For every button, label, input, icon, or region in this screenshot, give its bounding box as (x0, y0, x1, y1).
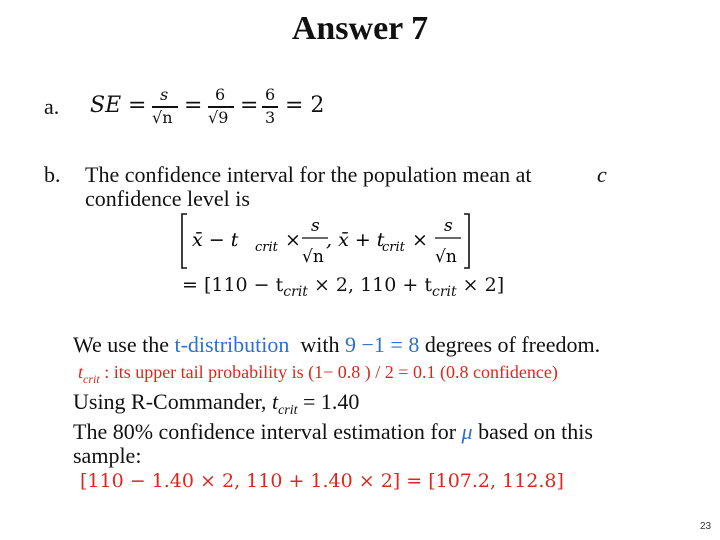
tcrit-value: = 1.40 (303, 389, 360, 414)
dof-text-post: degrees of freedom. (424, 332, 601, 357)
sample-label: sample: (73, 443, 142, 468)
equals-sign: = (128, 93, 147, 118)
fraction-numerator: s (160, 85, 169, 104)
substituted-subscript: crit (432, 284, 457, 300)
part-b-marker: b. (44, 162, 61, 187)
tail-probability-text: : its upper tail probability is (1− 0.8 ) / 2 = 0.1 (0.8 confidence) (104, 362, 558, 382)
fraction-denominator: 3 (265, 108, 276, 127)
se-label: SE (90, 93, 122, 118)
tcrit-subscript: crit (83, 372, 100, 386)
r-commander-text: Using R-Commander, (73, 389, 267, 414)
page-title: Answer 7 (291, 10, 429, 47)
substituted-subscript: crit (283, 284, 308, 300)
degrees-of-freedom-line (73, 332, 600, 358)
formula-times: × (412, 229, 428, 251)
formula-denominator: √n (435, 247, 457, 267)
page-number: 23 (700, 521, 712, 532)
formula-subscript: crit (382, 240, 405, 255)
substituted-middle: × 2, 110 + t (307, 274, 432, 296)
formula-subscript: crit (255, 240, 278, 255)
part-b-line2: confidence level is (85, 186, 250, 211)
interval-formula (178, 210, 478, 272)
tcrit-subscript: crit (278, 403, 298, 418)
confidence-variable-c: c (597, 162, 607, 187)
formula-right-x: , x̄ + t (326, 229, 385, 251)
substituted-suffix: × 2] (456, 274, 505, 296)
formula-times: × (285, 229, 301, 251)
part-a-marker: a. (44, 94, 60, 119)
fraction-denominator: √n (152, 108, 173, 127)
dof-text-pre: We use the (73, 332, 169, 357)
formula-numerator: s (311, 216, 320, 236)
final-interval: [110 − 1.40 × 2, 110 + 1.40 × 2] = [107.2, 112.8] (80, 470, 564, 492)
tcrit-symbol: t (78, 362, 84, 382)
tcrit-symbol: t (271, 389, 279, 414)
fraction-numerator: 6 (265, 85, 276, 104)
interval-estimation-post: based on this (478, 419, 593, 444)
part-b-line1: The confidence interval for the population mean at (85, 162, 532, 187)
interval-estimation-line (73, 419, 593, 445)
tail-probability-line (78, 362, 558, 386)
right-bracket (464, 214, 469, 268)
fraction-denominator: √9 (208, 108, 229, 127)
formula-left-x: x̄ − t (192, 229, 239, 251)
formula-denominator: √n (302, 247, 324, 267)
equals-sign: = (240, 93, 259, 118)
substituted-interval (182, 274, 505, 300)
r-commander-line (73, 389, 360, 418)
dof-text-mid: with (300, 332, 340, 357)
interval-estimation-text: The 80% confidence interval estimation for (73, 419, 457, 444)
formula-numerator: s (444, 216, 453, 236)
substituted-prefix: = [110 − t (182, 274, 284, 296)
left-bracket (182, 214, 187, 268)
t-distribution-term: t-distribution (174, 332, 290, 357)
result-value: = 2 (285, 93, 325, 118)
dof-expression: 9 −1 = 8 (345, 332, 420, 357)
mu-symbol: μ (461, 419, 473, 444)
equals-sign: = (184, 93, 203, 118)
fraction-numerator: 6 (215, 85, 226, 104)
